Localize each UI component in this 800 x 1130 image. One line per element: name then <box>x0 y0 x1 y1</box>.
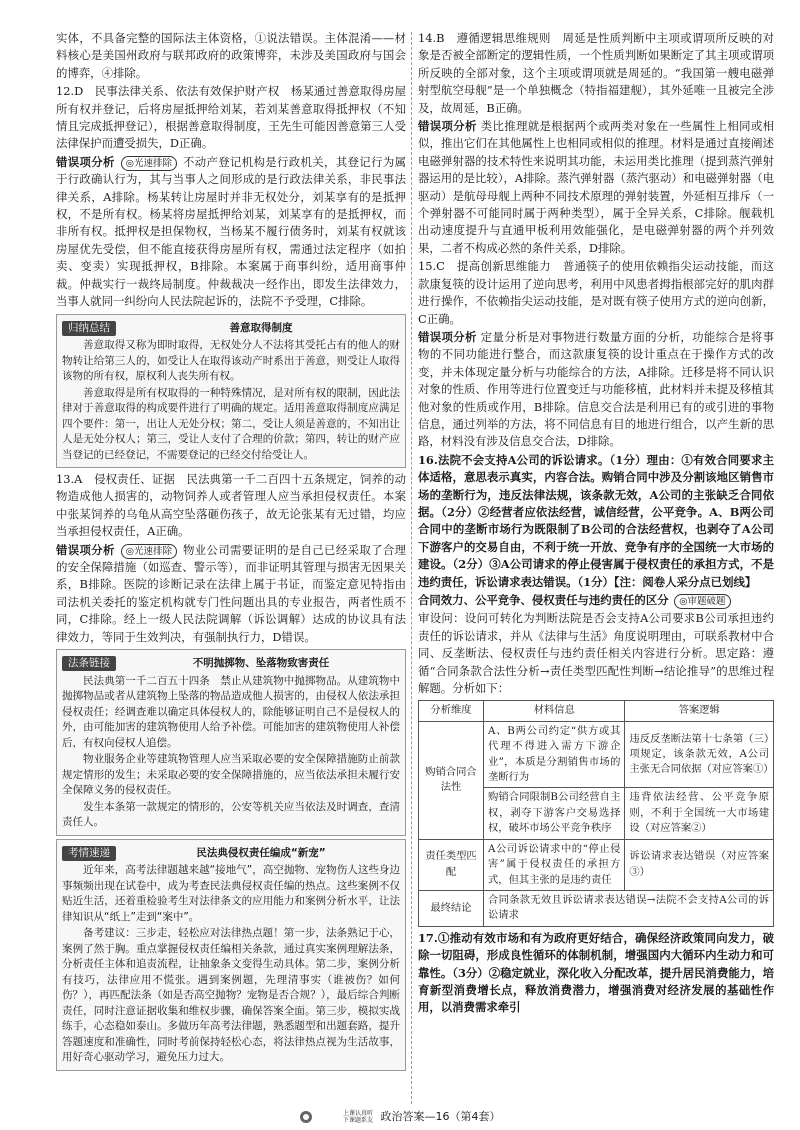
logo-text: 下课题系友 <box>342 1117 373 1124</box>
answer-16: 16.法院不会支持A公司的诉讼请求。（1分）理由：①有效合同要求主体适格，意思表示真实，内容合法。购销合同中涉及分割该地区销售市场的垄断行为，违反法律法规，该条款无效，A公司的主张缺乏合同依据。（2分）②经营者应依法经营，诚信经营，公平竞争。A、B两公司合同中的垄断市场行为既限制了B公司的合法经营权，也剥夺了A公司下游客户的交易自由，不利于统一开放、竞争有序的全国统一大市场的建设。（2分）③A公司请求的停止侵害属于侵权责任的承担方式，不是违约责任，诉讼请求表达错误。（1分）【注：阅卷人采分点已划线】 <box>418 452 774 589</box>
table-cell: 最终结论 <box>419 890 484 926</box>
page-footer <box>0 1108 800 1124</box>
table-cell: 合同条款无效且诉讼请求表达错误→法院不会支持A公司的诉讼请求 <box>484 890 774 926</box>
quick-exclude-chip: ◎光速排除 <box>121 156 177 171</box>
table-cell: A公司诉讼请求中的“停止侵害”属于侵权责任的承担方式，但其主张的是违约责任 <box>484 839 625 890</box>
answer-14: 14.B 遵循逻辑思维规则 周延是性质判断中主项或谓项所反映的对象是否被全部断定的逻辑性质，一个性质判断如果断定了其主项或谓项所反映的全部对象，这个主项或谓项就是周延的。“我国第一艘电磁弹射型航空母舰”是一个单独概念（特指福建舰），其外延唯一且被完全涉及，故周延，B正确。 <box>418 31 774 115</box>
error-analysis-label: 错误项分析 <box>418 119 477 134</box>
answer-15-error-analysis: 错误项分析 定量分析是对事物进行数量方面的分析，功能综合是将事物的不同功能进行整合，而这款康复筷的设计重点在于操作方式的改变，并未体现定量分析与功能综合的方法，A排除。迁移是将不同认识对象的性质、作用等进行位置变迁与功能移植，此材料并未提及移植其他对象的性质或作用，B排除。信息交合法是利用已有的或引进的事物信息，通过列举的方法，将不同信息有目的地进行组合，以产生新的思路，材料没有涉及信息交合法，D排除。 <box>418 329 774 449</box>
analysis-table <box>418 700 774 926</box>
law-link-tag: 法条链接 <box>62 656 116 671</box>
error-analysis-label: 错误项分析 <box>56 542 115 557</box>
publisher-logo-icon <box>299 1110 335 1124</box>
answer-continuation: 实体，不具备完整的国际法主体资格，①说法错误。主体混淆——材料核心是美国州政府与联邦政府的政策博弈，未涉及美国政府与国会的博弈，④排除。 <box>56 31 406 80</box>
law-paragraph: 发生本条第一款规定的情形的，公安等机关应当依法及时调查，查清责任人。 <box>62 800 400 829</box>
table-cell: 购销合同限制B公司经营自主权，剥夺下游客户交易选择权，破坏市场公平竞争秩序 <box>484 788 625 839</box>
summary-paragraph: 善意取得是所有权取得的一种特殊情况，是对所有权的限制，因此法律对于善意取得的构成要件进行了明确的规定。适用善意取得制度应满足四个要件：第一，出让人无处分权；第二，受让人须是善意的，不知出让人是无处分权人；第三，受让人支付了合理的价款；第四，转让的财产应当登记的已经登记，不需要登记的已经交付给受让人。 <box>62 386 400 461</box>
table-cell: 违反反垄断法第十七条第（三）项规定，该条款无效，A公司主张无合同依据（对应答案①） <box>625 721 774 788</box>
exam-trend-box <box>56 839 406 1071</box>
error-analysis-label: 错误项分析 <box>56 154 115 169</box>
answer-12: 12.D 民事法律关系、依法有效保护财产权 杨某通过善意取得房屋所有权并登记，后将房屋抵押给刘某，若刘某善意取得抵押权（不知情且完成抵押登记），根据善意取得制度，王先生可能因善意第三人受法律保护而遭受损失，D正确。 <box>56 84 406 151</box>
answer-14-error-analysis: 错误项分析 类比推理就是根据两个或两类对象在一些属性上相同或相似，推出它们在其他属性上也相同或相似的推理。材料是通过直接阐述电磁弹射器的技术特性来说明其功能，未运用类比推理（提到蒸汽弹射器运用的是比较），A排除。蒸汽弹射器（蒸汽驱动）和电磁弹射器（电驱动）是航母母舰上两种不同技术原理的弹射装置，外延相互排斥（一个弹射器不可能同时属于两种类型），属于全异关系，C排除。舰载机出动速度提升与直通甲板利用效能强化，是电磁弹射器的两个并列效果，二者不构成必然的条件关系，D排除。 <box>418 119 774 255</box>
law-paragraph: 物业服务企业等建筑物管理人应当采取必要的安全保障措施防止前款规定情形的发生；未采取必要的安全保障措施的，应当依法承担未履行安全保障义务的侵权责任。 <box>62 753 400 797</box>
trend-paragraph: 备考建议：三步走，轻松应对法律热点题！第一步，法条熟记于心，案例了然于胸。重点掌握侵权责任编相关条款，通过真实案例理解法条，分析责任主体和追责流程，让抽象条文变得生动具体。第二步，案例分析有技巧，法律应用不慌张。遇到案例题，先理清事实（谁被伤？如何伤？），再匹配法条（如是否高空抛物？宠物是否合规？），最后综合判断责任，同时注意证据收集和维权步骤，确保答案全面。第三步，模拟实战练手，心态稳如泰山。多做历年高考法律题，熟悉题型和出题套路，提升答题速度和准确性，同时考前保持轻松心态，将法律热点视为生活故事，用好奇心驱动学习，避免压力过大。 <box>62 927 400 1064</box>
table-cell: 违背依法经营、公平竞争原则，不利于全国统一大市场建设（对应答案②） <box>625 788 774 839</box>
summary-title: 善意取得制度 <box>229 321 293 334</box>
summary-box <box>56 314 406 469</box>
quick-exclude-chip: ◎光速排除 <box>121 544 177 559</box>
exam-trend-title: 民法典侵权责任编成“新宠” <box>196 846 326 859</box>
table-cell: 责任类型匹配 <box>419 839 484 890</box>
table-cell: 购销合同合法性 <box>419 721 484 839</box>
summary-paragraph: 善意取得又称为即时取得，无权处分人不法将其受托占有的他人的财物转让给第三人的，如受让人在取得该动产时系出于善意，则受让人取得该物的所有权，原权利人丧失所有权。 <box>62 339 400 382</box>
answer-17: 17.①推动有效市场和有为政府更好结合，确保经济政策同向发力，破除一切阻碍，形成良性循环的体制机制，增强国内大循环内生动力和可靠性。（3分）②稳定就业，深化收入分配改革，提升居民消费能力，培育新型消费增长点，释放消费潜力，增强消费对经济发展的基础性作用，以消费需求牵引 <box>418 930 774 1015</box>
law-link-title: 不明抛掷物、坠落物致害责任 <box>192 657 330 670</box>
table-cell: A、B两公司约定“供方或其代理不得进入需方下游企业”，本质是分割销售市场的垄断行为 <box>484 721 625 788</box>
column-divider <box>411 32 412 1104</box>
table-header: 答案逻辑 <box>625 701 774 721</box>
answer-15: 15.C 提高创新思维能力 普通筷子的使用依赖指尖运动技能，而这款康复筷的设计运用了逆向思考，利用中风患者拇指根部完好的肌肉群进行操作，不依赖指尖运动技能，是对既有筷子使用方式的逆向创新，C正确。 <box>418 259 774 326</box>
summary-tag: 归纳总结 <box>62 321 116 336</box>
analyze-question-chip: ◎审题破题 <box>674 594 730 609</box>
table-cell: 诉讼请求表达错误（对应答案③） <box>625 839 774 890</box>
answer-12-error-analysis: 错误项分析 ◎光速排除 不动产登记机构是行政机关，其登记行为属于行政确认行为，其与当事人之间形成的是行政法律关系，非民事法律关系，A排除。杨某转让房屋时并非无权处分，刘某享有的是抵押权，不是所有权。杨某将房屋抵押给刘某，刘某享有的是抵押权，而非所有权。抵押权是担保物权，当杨某不履行债务时，刘某有权就该房屋优先受偿，但不能直接获得房屋所有权，需通过法定程序（如拍卖、变卖）实现抵押权，B排除。本案属于商事纠纷，适用商事仲裁。仲裁实行一裁终局制度。仲裁裁决一经作出，即发生法律效力，当事人就同一纠纷向人民法院起诉的，法院不予受理，C排除。 <box>56 154 406 309</box>
answer-13: 13.A 侵权责任、证据 民法典第一千二百四十五条规定，饲养的动物造成他人损害的，动物饲养人或者管理人应当承担侵权责任。本案中张某饲养的乌龟从高空坠落砸伤孩子，故无论张某有无过错，均应当承担侵权责任，A正确。 <box>56 472 406 539</box>
exam-trend-tag: 考情速递 <box>62 846 116 861</box>
answer-16-analysis: 审设问：设问可转化为判断法院是否会支持A公司要求B公司承担违约责任的诉讼请求，并从《法律与生活》角度说明理由，可联系教材中合同、反垄断法、侵权责任与违约责任相关内容进行分析。思定路：遵循“合同条款合法性分析→责任类型匹配性判断→结论推导”的思维过程解题。分析如下： <box>418 611 774 696</box>
left-column <box>56 30 406 1074</box>
table-row <box>419 721 774 788</box>
error-analysis-label: 错误项分析 <box>418 329 477 344</box>
table-row <box>419 839 774 890</box>
table-header: 分析维度 <box>419 701 484 721</box>
law-link-box <box>56 649 406 836</box>
answer-13-error-analysis: 错误项分析 ◎光速排除 物业公司需要证明的是自己已经采取了合理的安全保障措施（如巡查、警示等），而非证明其管理与损害无因果关系，B排除。医院的诊断记录在法律上属于书证，而鉴定意见特指由司法机关委托的鉴定机构就专门性问题出具的专业报告，两者性质不同，C排除。经上一级人民法院调解（诉讼调解）达成的协议具有法律效力，等同于生效判决，有强制执行力，D错误。 <box>56 542 406 644</box>
trend-paragraph: 近年来，高考法律题越来越“接地气”，高空抛物、宠物伤人这些身边事频频出现在试卷中，成为考查民法典侵权责任编的热点。这些案例不仅贴近生活，还着重检验考生对法律条文的应用能力和案例分析水平，让法律知识从“纸上”走到“案中”。 <box>62 864 400 923</box>
table-header: 材料信息 <box>484 701 625 721</box>
answer-16-topic: 合同效力、公平竞争、侵权责任与违约责任的区分 ◎审题破题 <box>418 592 774 609</box>
logo-text: 上课认真听 <box>342 1110 373 1117</box>
law-paragraph: 民法典第一千二百五十四条 禁止从建筑物中抛掷物品。从建筑物中抛掷物品或者从建筑物上坠落的物品造成他人损害的，由侵权人依法承担侵权责任；经调查难以确定具体侵权人的，除能够证明自己不是侵权人的外，由可能加害的建筑物使用人给予补偿。可能加害的建筑物使用人补偿后，有权向侵权人追偿。 <box>62 674 400 749</box>
right-column <box>418 30 774 1018</box>
page-number: 政治答案—16（第4套） <box>380 1110 501 1123</box>
table-row <box>419 890 774 926</box>
